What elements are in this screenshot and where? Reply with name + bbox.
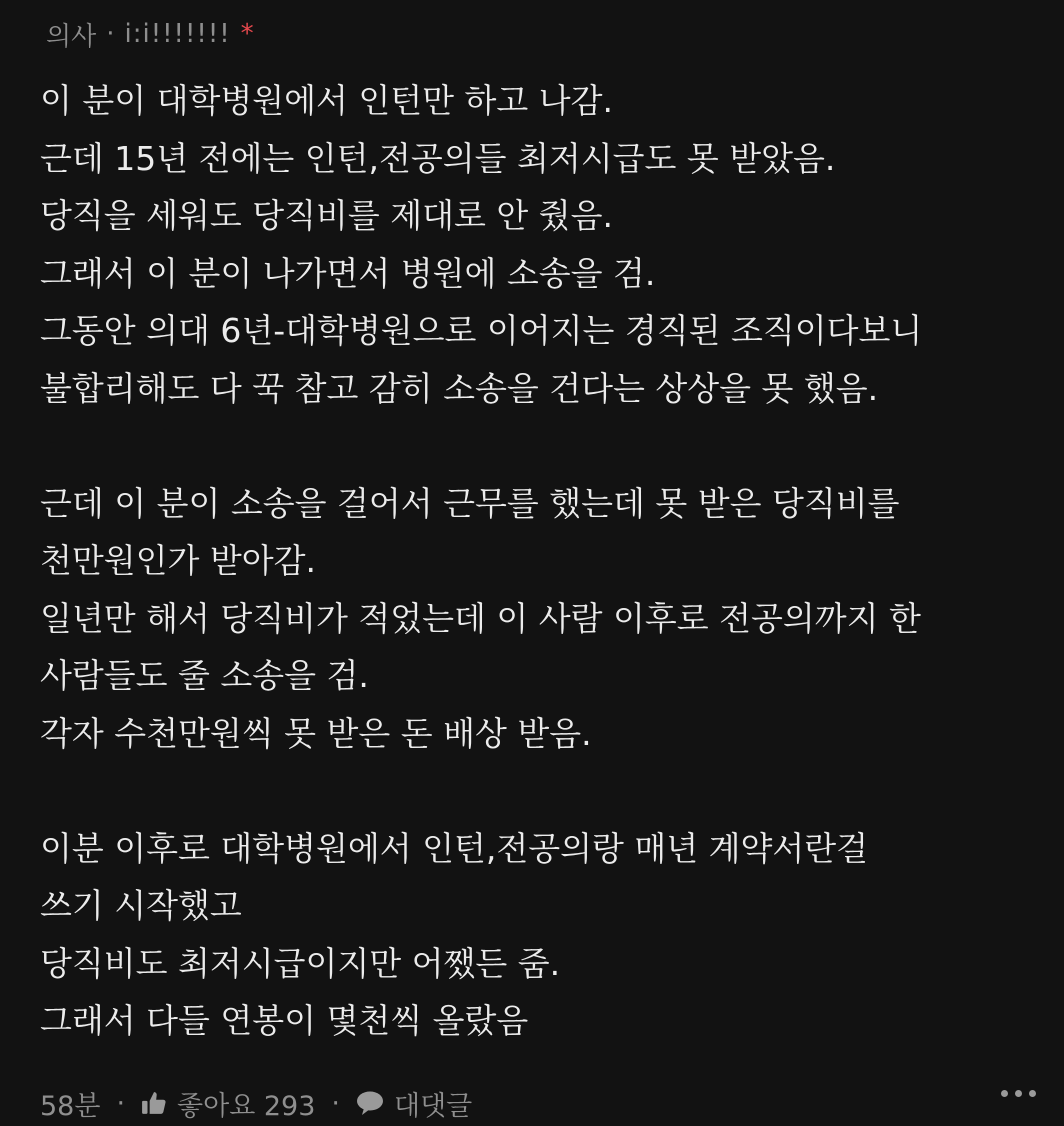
- footer-separator: ·: [116, 1087, 126, 1119]
- comment-line: 당직을 세워도 당직비를 제대로 안 줬음.: [40, 196, 613, 235]
- comment-line: 당직비도 최저시급이지만 어쨌든 줌.: [40, 943, 561, 983]
- comment-line: 그동안 의대 6년-대학병원으로 이어지는 경직된 조직이다보니: [40, 311, 923, 350]
- dot: [1001, 1090, 1008, 1097]
- comment-line: 각자 수천만원씩 못 받은 돈 배상 받음.: [40, 713, 592, 753]
- speech-bubble-icon: [356, 1090, 384, 1116]
- comment-line: 쓰기 시작했고: [40, 886, 242, 925]
- author-badge: *: [240, 19, 254, 49]
- dot: [1029, 1090, 1036, 1097]
- comment-header: [46, 14, 254, 54]
- like-button[interactable]: [141, 1084, 315, 1123]
- comment-line: 이 분이 대학병원에서 인턴만 하고 나감.: [40, 81, 613, 120]
- comment-line: 불합리해도 다 꾹 참고 감히 소송을 건다는 상상을 못 했음.: [40, 368, 879, 408]
- more-dots-icon[interactable]: [1001, 1090, 1036, 1097]
- thumbs-up-icon: [141, 1090, 167, 1116]
- reply-label: 대댓글: [394, 1090, 473, 1122]
- comment-line: 이분 이후로 대학병원에서 인턴,전공의랑 매년 계약서란걸: [40, 828, 869, 868]
- comment-line: 그래서 이 분이 나가면서 병원에 소송을 검.: [40, 253, 656, 293]
- paragraph-gap: [40, 762, 1040, 820]
- dot: [1015, 1090, 1022, 1097]
- like-count: 좋아요 293: [177, 1090, 316, 1122]
- comment-line: 사람들도 줄 소송을 검.: [40, 656, 369, 695]
- comment-line: 천만원인가 받아감.: [40, 541, 317, 580]
- paragraph-gap: [40, 417, 1040, 475]
- header-separator: ·: [106, 19, 115, 49]
- comment-time: 58분: [40, 1090, 101, 1122]
- comment-footer: [40, 1080, 1030, 1126]
- author-nickname[interactable]: i:i!!!!!!!: [124, 19, 231, 49]
- comment-line: 그래서 다들 연봉이 몇천씩 올랐음: [40, 1001, 529, 1040]
- comment-line: 근데 15년 전에는 인턴,전공의들 최저시급도 못 받았음.: [40, 138, 836, 178]
- author-job: 의사: [46, 21, 97, 52]
- comment-line: 근데 이 분이 소송을 걸어서 근무를 했는데 못 받은 당직비를: [40, 483, 900, 523]
- comment-line: 일년만 해서 당직비가 적었는데 이 사람 이후로 전공의까지 한: [40, 598, 921, 638]
- reply-button[interactable]: [356, 1084, 472, 1123]
- comment-body: [40, 72, 1040, 1050]
- footer-separator: ·: [331, 1087, 341, 1119]
